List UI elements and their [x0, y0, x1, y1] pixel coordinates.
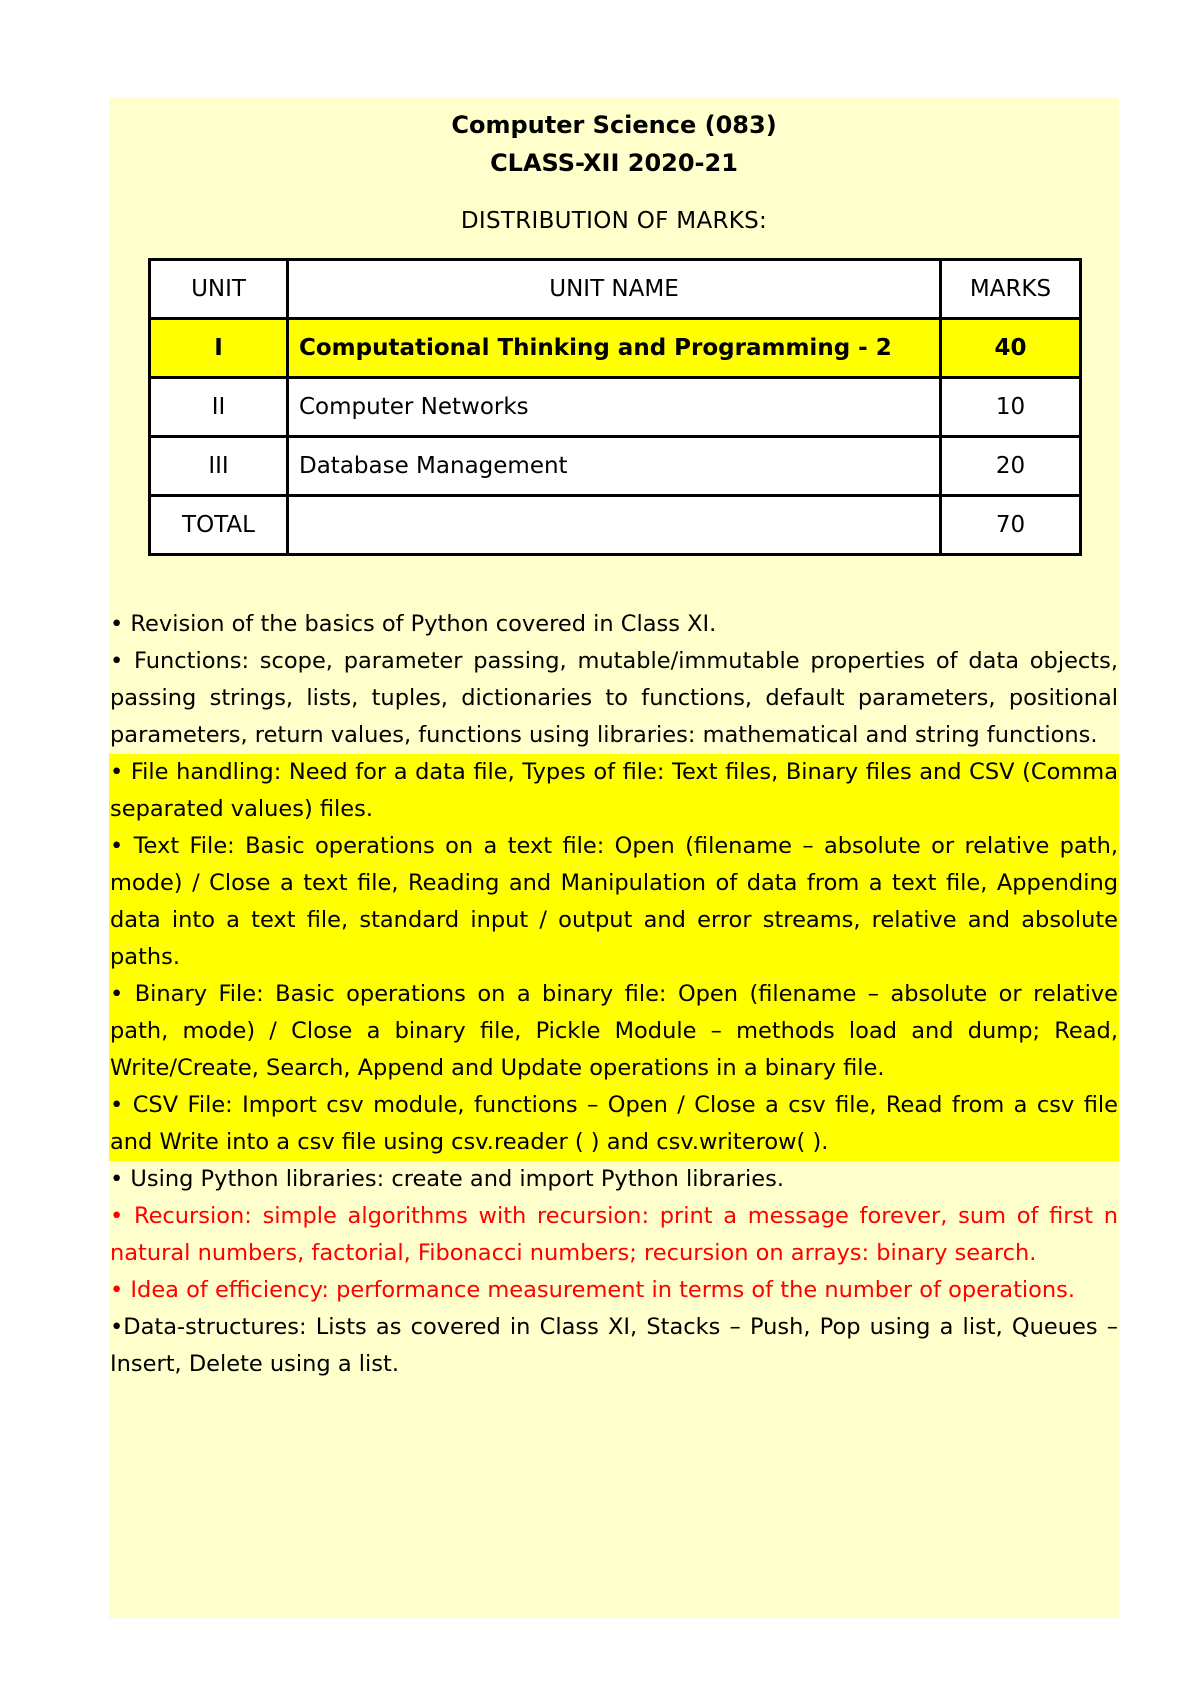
- topic-file-handling: • File handling: Need for a data file, Types of file: Text files, Binary files and CSV (Comma separated values) files.: [109, 754, 1119, 828]
- topic-efficiency: • Idea of efficiency: performance measurement in terms of the number of operations.: [110, 1277, 1076, 1303]
- table-row: [150, 319, 1081, 378]
- table-row: [150, 378, 1081, 437]
- topic-list: [109, 606, 1119, 1383]
- header-marks: MARKS: [941, 260, 1081, 319]
- topic-text-file: • Text File: Basic operations on a text file: Open (filename – absolute or relative path, mode) / Close a text file, Reading and Manipulation of data from a text file, Appending data into a text file, standard input / output and error streams, relative and absolute paths.: [109, 828, 1119, 976]
- table-row-total: [150, 496, 1081, 555]
- distribution-label: DISTRIBUTION OF MARKS:: [460, 208, 768, 234]
- topic-functions: • Functions: scope, parameter passing, mutable/immutable properties of data objects, passing strings, lists, tuples, dictionaries to functions, default parameters, positional parameters, return values, functions using libraries: mathematical and string functions.: [110, 648, 1118, 748]
- unit-cell: III: [150, 437, 288, 496]
- marks-table: [148, 258, 1082, 556]
- unit-name-cell: Computer Networks: [288, 378, 941, 437]
- unit-cell: II: [150, 378, 288, 437]
- header-unit-name: UNIT NAME: [288, 260, 941, 319]
- page-title: Computer Science (083): [451, 111, 777, 139]
- unit-name-cell: Computational Thinking and Programming - 2: [288, 319, 941, 378]
- topic-recursion: • Recursion: simple algorithms with recursion: print a message forever, sum of first n natural numbers, factorial, Fibonacci numbers; recursion on arrays: binary search.: [110, 1203, 1118, 1266]
- topic-binary-file: • Binary File: Basic operations on a binary file: Open (filename – absolute or relative path, mode) / Close a binary file, Pickle Module – methods load and dump; Read, Write/Create, Search, Append and Update operations in a binary file.: [109, 976, 1119, 1087]
- unit-name-cell: Database Management: [288, 437, 941, 496]
- topic-python-libraries: • Using Python libraries: create and import Python libraries.: [110, 1166, 785, 1192]
- marks-cell: 10: [941, 378, 1081, 437]
- topic-csv-file: • CSV File: Import csv module, functions – Open / Close a csv file, Read from a csv file and Write into a csv file using csv.reader ( ) and csv.writerow( ).: [109, 1087, 1119, 1161]
- class-line: CLASS-XII 2020-21: [490, 149, 738, 177]
- title-block: [109, 98, 1119, 182]
- unit-cell: I: [150, 319, 288, 378]
- marks-cell: 40: [941, 319, 1081, 378]
- table-header-row: [150, 260, 1081, 319]
- table-row: [150, 437, 1081, 496]
- header-unit: UNIT: [150, 260, 288, 319]
- unit-name-cell: [288, 496, 941, 555]
- total-marks-cell: 70: [941, 496, 1081, 555]
- topic-data-structures: •Data-structures: Lists as covered in Class XI, Stacks – Push, Pop using a list, Queues – Insert, Delete using a list.: [110, 1314, 1118, 1377]
- syllabus-page: [109, 98, 1119, 1618]
- topic-python-revision: • Revision of the basics of Python covered in Class XI.: [110, 611, 717, 637]
- marks-cell: 20: [941, 437, 1081, 496]
- total-label-cell: TOTAL: [150, 496, 288, 555]
